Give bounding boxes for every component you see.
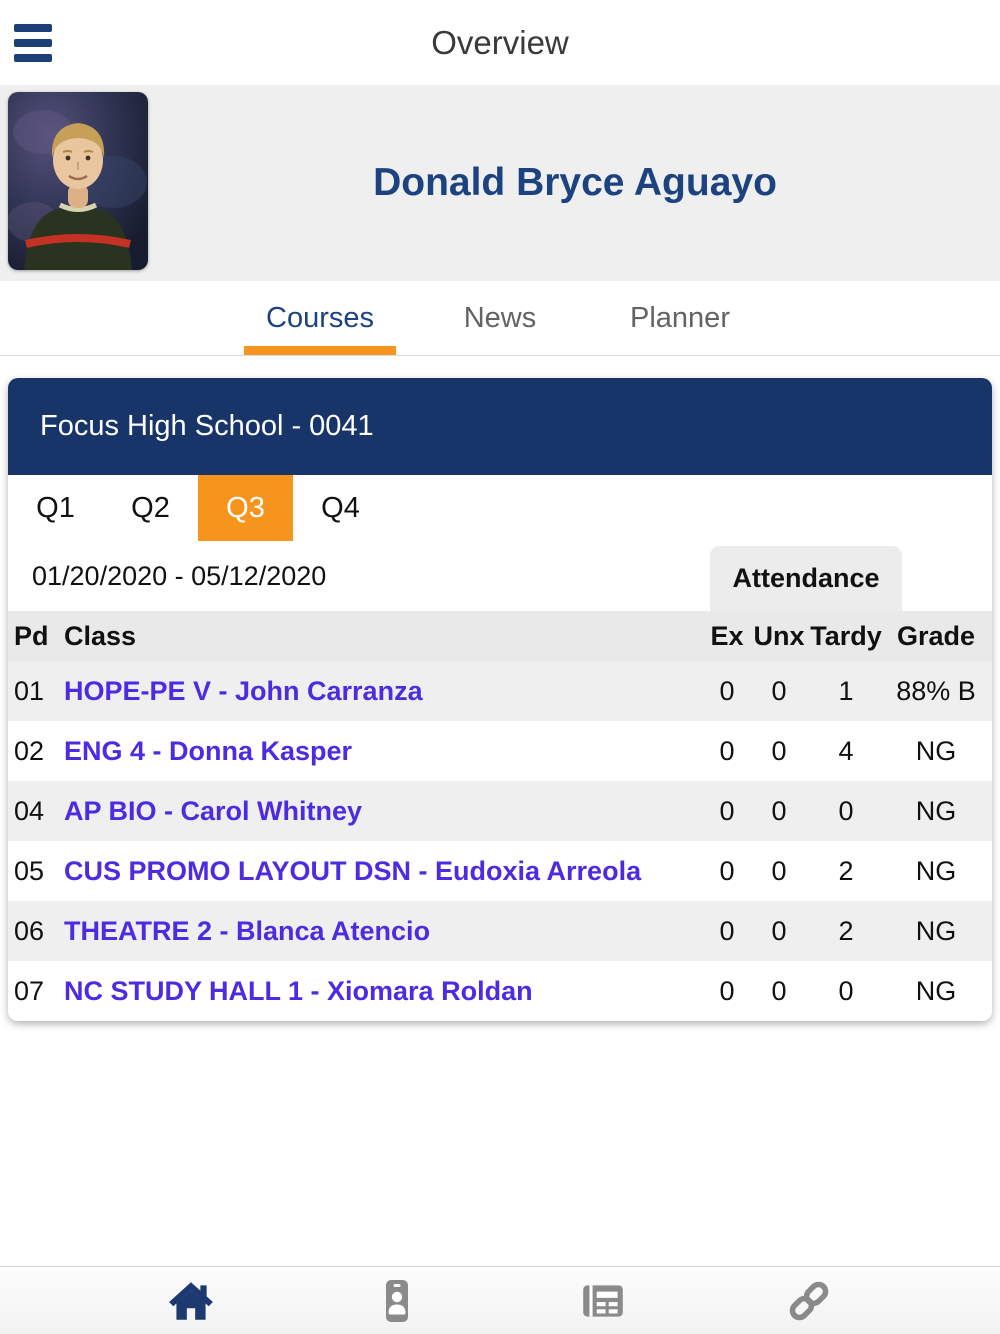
excused-cell: 0 [719, 735, 735, 766]
tab-label: News [463, 301, 537, 334]
quarter-label: Q4 [321, 491, 360, 524]
course-link[interactable]: NC STUDY HALL 1 - Xiomara Roldan [64, 975, 533, 1006]
school-name: Focus High School - 0041 [8, 378, 992, 475]
course-table-body [8, 661, 992, 1021]
tab-news[interactable] [410, 281, 590, 355]
tardy-cell: 0 [838, 795, 854, 826]
col-tardy: Tardy [810, 620, 882, 651]
student-portrait-illustration [8, 92, 148, 270]
quarter-tab-q1[interactable] [8, 475, 103, 541]
col-period: Pd [14, 620, 49, 651]
marking-period-row [8, 541, 992, 611]
unexcused-cell: 0 [771, 735, 787, 766]
quarter-label: Q3 [226, 491, 265, 524]
nav-contacts-button[interactable] [294, 1267, 500, 1334]
grade-cell: NG [915, 855, 957, 886]
course-row [8, 961, 992, 1021]
nav-news-button[interactable] [500, 1267, 706, 1334]
page-title: Overview [431, 23, 569, 61]
unexcused-cell: 0 [771, 675, 787, 706]
course-row [8, 661, 992, 721]
date-range: 01/20/2020 - 05/12/2020 [32, 560, 327, 591]
grade-cell: NG [915, 795, 957, 826]
excused-cell: 0 [719, 855, 735, 886]
period-cell: 04 [14, 795, 45, 826]
active-tab-underline [244, 346, 396, 355]
tab-planner[interactable] [590, 281, 770, 355]
table-header [8, 611, 992, 661]
top-bar [0, 0, 1000, 85]
col-excused: Ex [710, 620, 744, 651]
tardy-cell: 4 [838, 735, 854, 766]
col-unexcused: Unx [753, 620, 805, 651]
course-row [8, 901, 992, 961]
excused-cell: 0 [719, 915, 735, 946]
course-row [8, 721, 992, 781]
tardy-cell: 2 [838, 915, 854, 946]
quarter-tab-q3[interactable] [198, 475, 293, 541]
course-row [8, 841, 992, 901]
tab-label: Courses [266, 301, 374, 334]
grade-cell: NG [915, 915, 957, 946]
period-cell: 01 [14, 675, 45, 706]
excused-cell: 0 [719, 795, 735, 826]
tardy-cell: 0 [838, 975, 854, 1006]
period-cell: 07 [14, 975, 45, 1006]
period-cell: 05 [14, 855, 45, 886]
unexcused-cell: 0 [771, 795, 787, 826]
student-name: Donald Bryce Aguayo [373, 161, 777, 204]
tab-courses[interactable] [230, 281, 410, 355]
quarter-label: Q1 [36, 491, 75, 524]
news-icon [578, 1276, 628, 1326]
unexcused-cell: 0 [771, 855, 787, 886]
unexcused-cell: 0 [771, 915, 787, 946]
quarter-tab-q2[interactable] [103, 475, 198, 541]
tardy-cell: 1 [838, 675, 854, 706]
grade-cell: NG [915, 975, 957, 1006]
contact-card-icon [373, 1277, 421, 1325]
quarter-tab-q4[interactable] [293, 475, 388, 541]
nav-links-button[interactable] [706, 1267, 912, 1334]
col-grade: Grade [896, 620, 976, 651]
tab-label: Planner [630, 301, 730, 334]
tardy-cell: 2 [838, 855, 854, 886]
period-cell: 02 [14, 735, 45, 766]
bottom-nav [0, 1266, 1000, 1334]
course-link[interactable]: ENG 4 - Donna Kasper [64, 735, 353, 766]
nav-home-button[interactable] [88, 1267, 294, 1334]
course-link[interactable]: CUS PROMO LAYOUT DSN - Eudoxia Arreola [64, 855, 642, 886]
student-header [0, 85, 1000, 281]
school-card [8, 378, 992, 1021]
home-icon [166, 1276, 216, 1326]
excused-cell: 0 [719, 975, 735, 1006]
attendance-header: Attendance [710, 546, 902, 611]
quarter-label: Q2 [131, 491, 170, 524]
course-row [8, 781, 992, 841]
excused-cell: 0 [719, 675, 735, 706]
col-class: Class [64, 620, 137, 651]
course-link[interactable]: HOPE-PE V - John Carranza [64, 675, 423, 706]
unexcused-cell: 0 [771, 975, 787, 1006]
course-link[interactable]: THEATRE 2 - Blanca Atencio [64, 915, 431, 946]
grade-cell: NG [915, 735, 957, 766]
link-icon [785, 1277, 833, 1325]
student-photo [8, 92, 148, 270]
tab-bar [0, 281, 1000, 356]
quarter-tabs [8, 475, 992, 541]
period-cell: 06 [14, 915, 45, 946]
course-link[interactable]: AP BIO - Carol Whitney [64, 795, 363, 826]
grade-cell: 88% B [896, 675, 976, 706]
